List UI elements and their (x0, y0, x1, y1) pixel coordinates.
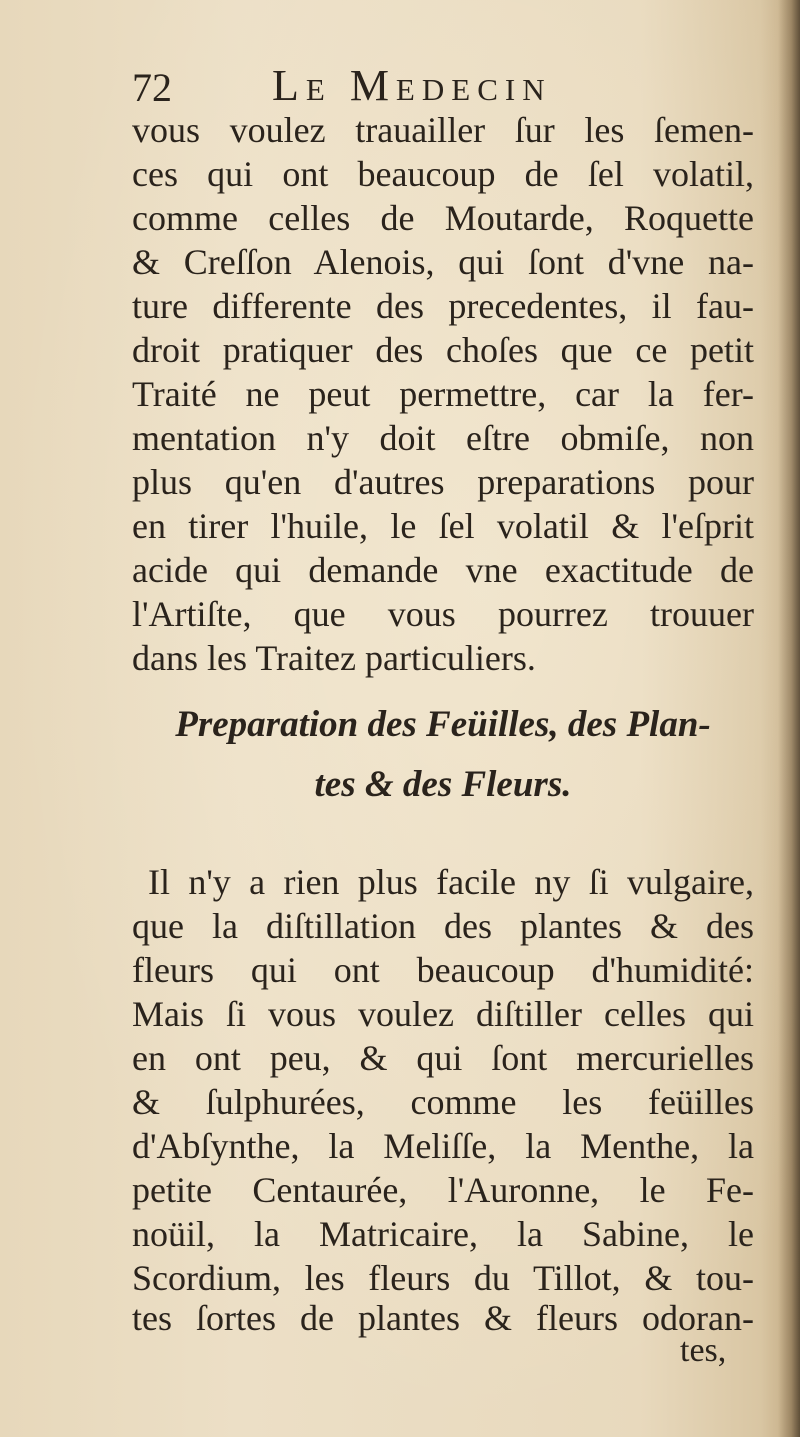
text-line: d'Abſynthe, la Meliſſe, la Menthe, la (132, 1126, 754, 1166)
text-line: Mais ſi vous voulez diſtiller celles qui (132, 994, 754, 1034)
text-line: Traité ne peut permettre, car la fer- (132, 374, 754, 414)
text-line: l'Artiſte, que vous pourrez trouuer (132, 594, 754, 634)
text-line: dans les Traitez particuliers. (132, 638, 536, 678)
page-gutter-shadow (778, 0, 800, 1437)
page-number: 72 (132, 65, 172, 110)
page-header (132, 58, 752, 108)
text-line: noüil, la Matricaire, la Sabine, le (132, 1214, 754, 1254)
text-line: Il n'y a rien plus facile ny ſi vulgaire, (148, 862, 754, 902)
text-line: que la diſtillation des plantes & des (132, 906, 754, 946)
text-line: droit pratiquer des choſes que ce petit (132, 330, 754, 370)
text-line: en tirer l'huile, le ſel volatil & l'eſprit (132, 506, 754, 546)
text-line: en ont peu, & qui ſont mercurielles (132, 1038, 754, 1078)
text-line: petite Centaurée, l'Auronne, le Fe- (132, 1170, 754, 1210)
text-line: tes ſortes de plantes & fleurs odoran- (132, 1298, 754, 1338)
running-title: Le Medecin (272, 61, 552, 110)
text-line: ces qui ont beaucoup de ſel volatil, (132, 154, 754, 194)
text-line: comme celles de Moutarde, Roquette (132, 198, 754, 238)
heading-line: Preparation des Feüilles, des Plan- (175, 704, 711, 745)
text-line: Scordium, les fleurs du Tillot, & tou- (132, 1258, 754, 1298)
text-line: vous voulez trauailler ſur les ſemen- (132, 110, 754, 150)
text-line: acide qui demande vne exactitude de (132, 550, 754, 590)
heading-line: tes & des Fleurs. (314, 764, 572, 805)
text-line: & Creſſon Alenois, qui ſont d'vne na- (132, 242, 754, 282)
catchword: tes, (680, 1332, 727, 1369)
text-line: plus qu'en d'autres preparations pour (132, 462, 754, 502)
text-line: mentation n'y doit eſtre obmiſe, non (132, 418, 754, 458)
text-line: & ſulphurées, comme les feüilles (132, 1082, 754, 1122)
text-line: ture differente des precedentes, il fau- (132, 286, 754, 326)
text-line: fleurs qui ont beaucoup d'humidité: (132, 950, 754, 990)
